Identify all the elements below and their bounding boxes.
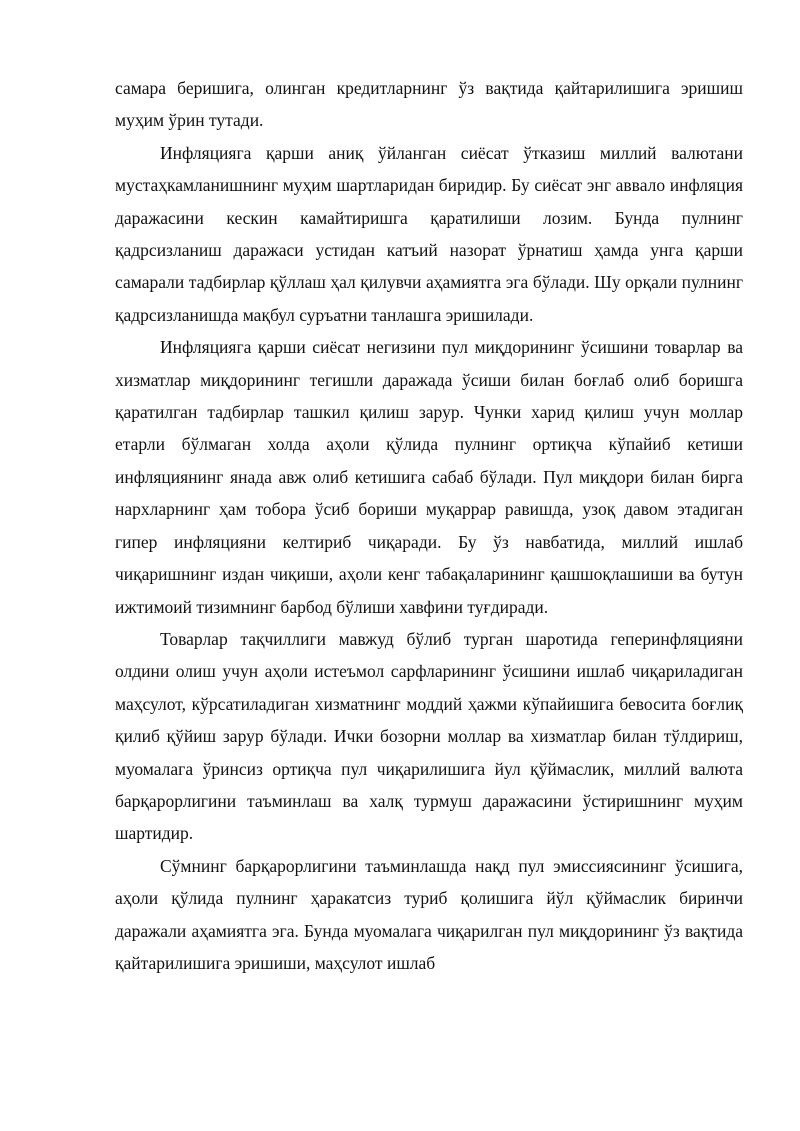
paragraph-3: Инфляцияга қарши сиёсат негизини пул миқдорининг ўсишини товарлар ва хизматлар миқдорининг тегишли даражада ўсиши билан боғлаб олиб боришга қаратилган тадбирлар ташкил қилиш зарур. Чунки харид қилиш учун моллар етарли бўлмаган холда аҳоли қўлида пулнинг ортиқча кўпайиб кетиши инфляциянинг янада авж олиб кетишига сабаб бўлади. Пул миқдори билан бирга нархларнинг ҳам тобора ўсиб бориши муқаррар равишда, узоқ давом этадиган гипер инфляцияни келтириб чиқаради. Бу ўз навбатида, миллий ишлаб чиқаришнинг издан чиқиши, аҳоли кенг табақаларининг қашшоқлашиши ва бутун ижтимоий тизимнинг барбод бўлиши хавфини туғдиради. — [115, 337, 743, 617]
paragraph-1: самара беришига, олинган кредитларнинг ўз вақтида қайтарилишига эришиш муҳим ўрин тутади. — [115, 78, 743, 131]
paragraph-2: Инфляцияга қарши аниқ ўйланган сиёсат ўтказиш миллий валютани мустаҳкамланишнинг муҳим шартларидан биридир. Бу сиёсат энг аввало инфляция даражасини кескин камайтиришга қаратилиши лозим. Бунда пулнинг қадрсизланиш даражаси устидан катъий назорат ўрнатиш ҳамда унга қарши самарали тадбирлар қўллаш ҳал қилувчи аҳамиятга эга бўлади. Шу орқали пулнинг қадрсизланишда мақбул суръатни танлашга эришилади. — [115, 142, 743, 325]
paragraph-5: Сўмнинг барқарорлигини таъминлашда нақд пул эмиссиясининг ўсишига, аҳоли қўлида пулнинг ҳаракатсиз туриб қолишига йўл қўймаслик биринчи даражали аҳамиятга эга. Бунда муомалага чиқарилган пул миқдорининг ўз вақтида қайтарилишига эришиши, маҳсулот ишлаб — [115, 855, 743, 973]
paragraph-4: Товарлар тақчиллиги мавжуд бўлиб турган шаротида геперинфляцияни олдини олиш учун аҳоли истеъмол сарфларининг ўсишини ишлаб чиқариладиган маҳсулот, кўрсатиладиган хизматнинг моддий ҳажми кўпайишига бевосита боғлиқ қилиб қўйиш зарур бўлади. Ички бозорни моллар ва хизматлар билан тўлдириш, муомалага ўринсиз ортиқча пул чиқарилишига йул қўймаслик, миллий валюта барқарорлигини таъминлаш ва халқ турмуш даражасини ўстиришнинг муҳим шартидир. — [115, 628, 743, 844]
document-body — [115, 72, 743, 979]
